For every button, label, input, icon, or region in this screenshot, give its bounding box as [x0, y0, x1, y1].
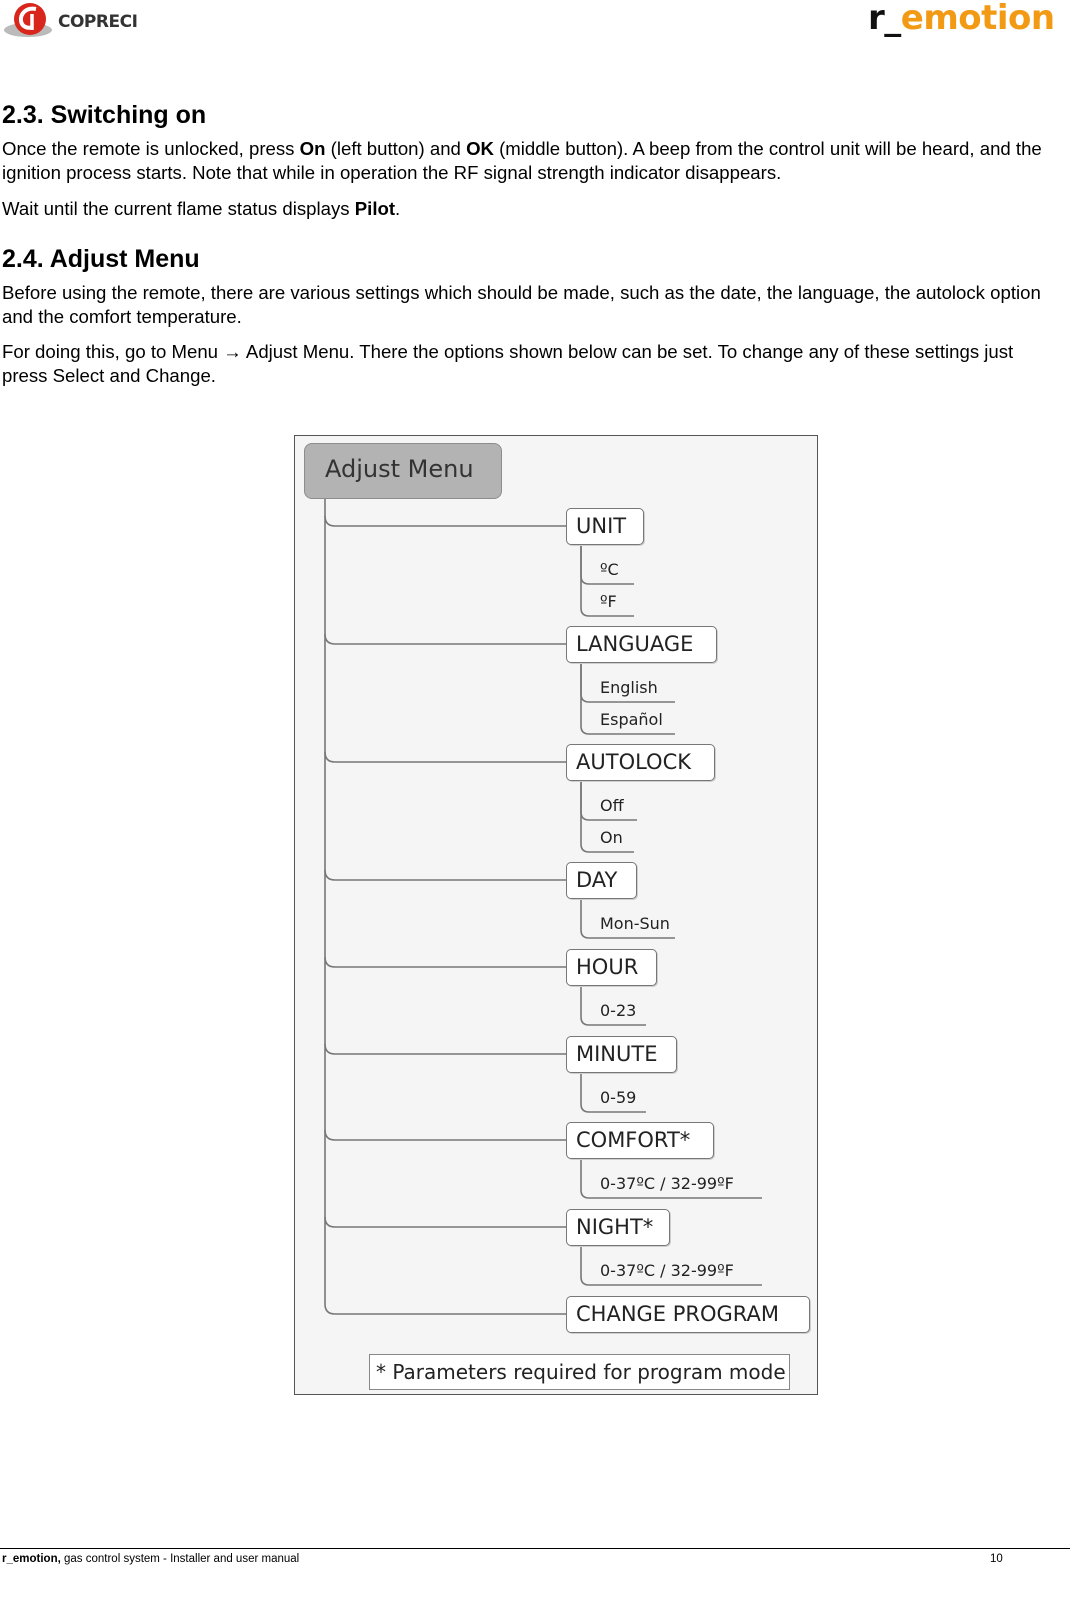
- bold-term: Pilot: [354, 198, 396, 219]
- menu-item-change-program: CHANGE PROGRAM: [566, 1296, 810, 1333]
- heading-switching-on: 2.3. Switching on: [2, 101, 207, 129]
- r-emotion-logo-r: r: [868, 0, 885, 38]
- r-emotion-logo: [868, 0, 1068, 42]
- menu-option: Español: [600, 710, 663, 729]
- diagram-footnote: * Parameters required for program mode: [369, 1354, 790, 1390]
- text-run: (middle button). A beep from the control unit will be heard, and the ignition process starts. Note that while in operation the RF signal strength indicator disappears.: [2, 138, 1042, 183]
- text-run: Before using the remote, there are various settings which should be made, such as the date, the language, the autolock option and the comfort temperature.: [2, 282, 1041, 327]
- diagram-root-adjust-menu: Adjust Menu: [304, 443, 502, 499]
- menu-option: 0-37ºC / 32-99ºF: [600, 1174, 734, 1193]
- menu-item-day: DAY: [566, 862, 637, 899]
- paragraph-switching-on-2: [2, 197, 1042, 221]
- menu-option: ºF: [600, 592, 617, 611]
- footer-description: gas control system - Installer and user manual: [60, 1553, 300, 1565]
- text-run: .: [395, 198, 401, 219]
- menu-option: On: [600, 828, 623, 847]
- menu-option: Off: [600, 796, 624, 815]
- adjust-menu-diagram: [294, 435, 818, 1395]
- connector-line: [325, 516, 566, 526]
- heading-adjust-menu: 2.4. Adjust Menu: [2, 245, 200, 273]
- menu-option: English: [600, 678, 658, 697]
- footer-title: [2, 1553, 299, 1565]
- menu-item-night: NIGHT*: [566, 1209, 670, 1246]
- connector-line: [325, 634, 566, 644]
- connector-line: [325, 1217, 566, 1227]
- footer-divider: [0, 1548, 1070, 1549]
- r-emotion-logo-emotion: emotion: [900, 0, 1055, 38]
- copreci-logo-text: COPRECI: [58, 12, 138, 32]
- text-run: Wait until the current flame status displays: [2, 198, 355, 219]
- menu-item-minute: MINUTE: [566, 1036, 677, 1073]
- text-run: Once the remote is unlocked, press: [2, 138, 300, 159]
- menu-item-hour: HOUR: [566, 949, 657, 986]
- menu-item-autolock: AUTOLOCK: [566, 744, 715, 781]
- menu-option: 0-23: [600, 1001, 637, 1020]
- connector-line: [325, 752, 566, 762]
- menu-item-language: LANGUAGE: [566, 626, 717, 663]
- menu-item-comfort: COMFORT*: [566, 1122, 714, 1159]
- menu-option: 0-59: [600, 1088, 637, 1107]
- paragraph-adjust-menu-2: [2, 340, 1042, 388]
- connector-line: [325, 1130, 566, 1140]
- footer-product: r_emotion,: [2, 1553, 61, 1565]
- paragraph-switching-on-1: [2, 137, 1042, 185]
- diagram-connector-lines: [295, 436, 819, 1396]
- bold-term: OK: [466, 138, 494, 159]
- connector-line: [325, 1044, 566, 1054]
- footer-page-number: 10: [990, 1553, 1003, 1565]
- connector-line: [325, 957, 566, 967]
- bold-term: On: [299, 138, 326, 159]
- menu-item-unit: UNIT: [566, 508, 644, 545]
- connector-line: [325, 870, 566, 880]
- copreci-logo-mark-icon: [2, 0, 62, 44]
- menu-option: Mon-Sun: [600, 914, 670, 933]
- paragraph-adjust-menu-1: [2, 281, 1042, 329]
- connector-line: [325, 1304, 566, 1314]
- text-run: For doing this, go to Menu → Adjust Menu. There the options shown below can be set. To change any of these settings just press Select and Change.: [2, 341, 1014, 386]
- r-emotion-logo-underscore: _: [884, 0, 901, 38]
- menu-option: ºC: [600, 560, 619, 579]
- menu-option: 0-37ºC / 32-99ºF: [600, 1261, 734, 1280]
- text-run: (left button) and: [325, 138, 467, 159]
- copreci-logo: [2, 0, 152, 44]
